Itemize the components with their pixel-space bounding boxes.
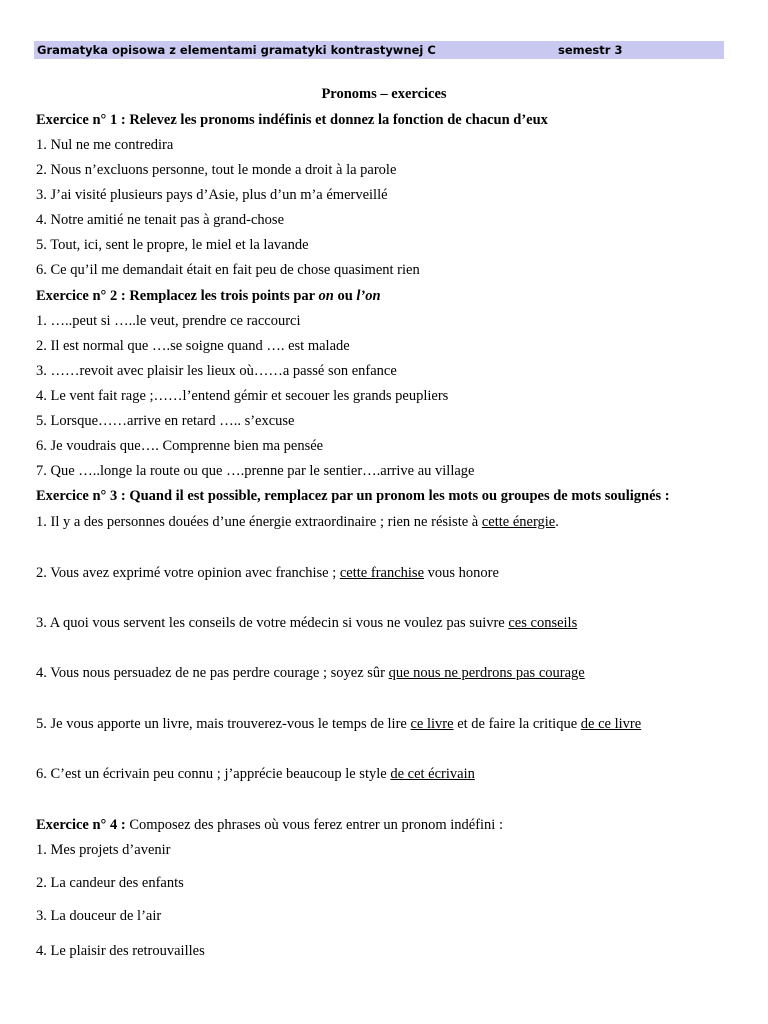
exercise-3-sentence xyxy=(36,715,641,733)
exercise-4-item: 3. La douceur de l’air xyxy=(36,908,162,924)
exercise-4-item: 1. Mes projets d’avenir xyxy=(36,842,171,858)
exercise-2-item: 4. Le vent fait rage ;……l’entend gémir et secouer les grands peupliers xyxy=(36,388,449,404)
underlined-phrase: ces conseils xyxy=(508,615,578,631)
underlined-phrase: cette énergie xyxy=(481,514,556,530)
exercise-1-item: 2. Nous n’excluons personne, tout le monde a droit à la parole xyxy=(36,162,397,178)
sentence-text: et de faire la critique xyxy=(453,716,581,732)
exercise-4-item: 2. La candeur des enfants xyxy=(36,875,184,891)
exercise-1-instruction: Relevez les pronoms indéfinis et donnez la fonction de chacun d’eux xyxy=(125,112,548,128)
exercise-1-item: 3. J’ai visité plusieurs pays d’Asie, plus d’un m’a émerveillé xyxy=(36,187,388,203)
course-title: Gramatyka opisowa z elementami gramatyki kontrastywnej C xyxy=(37,43,436,57)
exercise-3-sentence xyxy=(36,765,475,783)
exercise-2-item: 5. Lorsque……arrive en retard ….. s’excuse xyxy=(36,413,295,429)
sentence-text: 6. C’est un écrivain peu connu ; j’apprécie beaucoup le style xyxy=(36,766,391,782)
exercise-4-item: 4. Le plaisir des retrouvailles xyxy=(36,943,205,959)
sentence-text: . xyxy=(555,514,559,530)
exercise-3-sentence xyxy=(36,564,499,582)
sentence-text: 5. Je vous apporte un livre, mais trouverez-vous le temps de lire xyxy=(36,716,411,732)
exercise-2-on: on xyxy=(318,288,334,304)
exercise-1-heading xyxy=(36,111,548,129)
exercise-3-label: Exercice n° 3 : xyxy=(36,488,126,504)
underlined-phrase: que nous ne perdrons pas courage xyxy=(388,665,585,681)
exercise-1-label: Exercice n° 1 : xyxy=(36,112,126,128)
semester-label: semestr 3 xyxy=(558,43,623,57)
underlined-phrase: cette franchise xyxy=(339,565,425,581)
exercise-1-item: 1. Nul ne me contredira xyxy=(36,137,174,153)
exercise-2-item: 3. ……revoit avec plaisir les lieux où……a passé son enfance xyxy=(36,363,397,379)
underlined-phrase: de cet écrivain xyxy=(390,766,475,782)
exercise-2-item: 6. Je voudrais que…. Comprenne bien ma pensée xyxy=(36,438,324,454)
document-title: Pronoms – exercices xyxy=(321,86,447,102)
sentence-text: 4. Vous nous persuadez de ne pas perdre courage ; soyez sûr xyxy=(36,665,389,681)
exercise-3-sentence xyxy=(36,614,577,632)
exercise-2-label: Exercice n° 2 : xyxy=(36,288,126,304)
exercise-3-sentence xyxy=(36,513,559,531)
sentence-text: 1. Il y a des personnes douées d’une énergie extraordinaire ; rien ne résiste à xyxy=(36,514,482,530)
exercise-2-item: 1. …..peut si …..le veut, prendre ce raccourci xyxy=(36,313,301,329)
exercise-4-instruction: Composez des phrases où vous ferez entrer un pronom indéfini : xyxy=(125,817,503,833)
exercise-4-label: Exercice n° 4 : xyxy=(36,817,126,833)
exercise-2-item: 7. Que …..longe la route ou que ….prenne par le sentier….arrive au village xyxy=(36,463,475,479)
exercise-2-or: ou xyxy=(333,288,357,304)
exercise-3-heading xyxy=(36,487,670,505)
exercise-2-lon: l’on xyxy=(356,288,381,304)
exercise-3-instruction: Quand il est possible, remplacez par un pronom les mots ou groupes de mots soulignés : xyxy=(125,488,670,504)
sentence-text: 2. Vous avez exprimé votre opinion avec franchise ; xyxy=(36,565,340,581)
exercise-1-item: 6. Ce qu’il me demandait était en fait peu de chose quasiment rien xyxy=(36,262,420,278)
exercise-1-item: 5. Tout, ici, sent le propre, le miel et la lavande xyxy=(36,237,309,253)
underlined-phrase: de ce livre xyxy=(580,716,642,732)
sentence-text: vous honore xyxy=(424,565,499,581)
exercise-2-instruction: Remplacez les trois points par xyxy=(125,288,319,304)
exercise-1-item: 4. Notre amitié ne tenait pas à grand-chose xyxy=(36,212,285,228)
exercise-2-item: 2. Il est normal que ….se soigne quand …. est malade xyxy=(36,338,350,354)
exercise-2-heading xyxy=(36,287,381,305)
course-header-bar xyxy=(34,41,724,59)
exercise-3-sentence xyxy=(36,664,585,682)
exercise-4-heading xyxy=(36,816,503,834)
sentence-text: 3. A quoi vous servent les conseils de votre médecin si vous ne voulez pas suivre xyxy=(36,615,509,631)
underlined-phrase: ce livre xyxy=(410,716,454,732)
